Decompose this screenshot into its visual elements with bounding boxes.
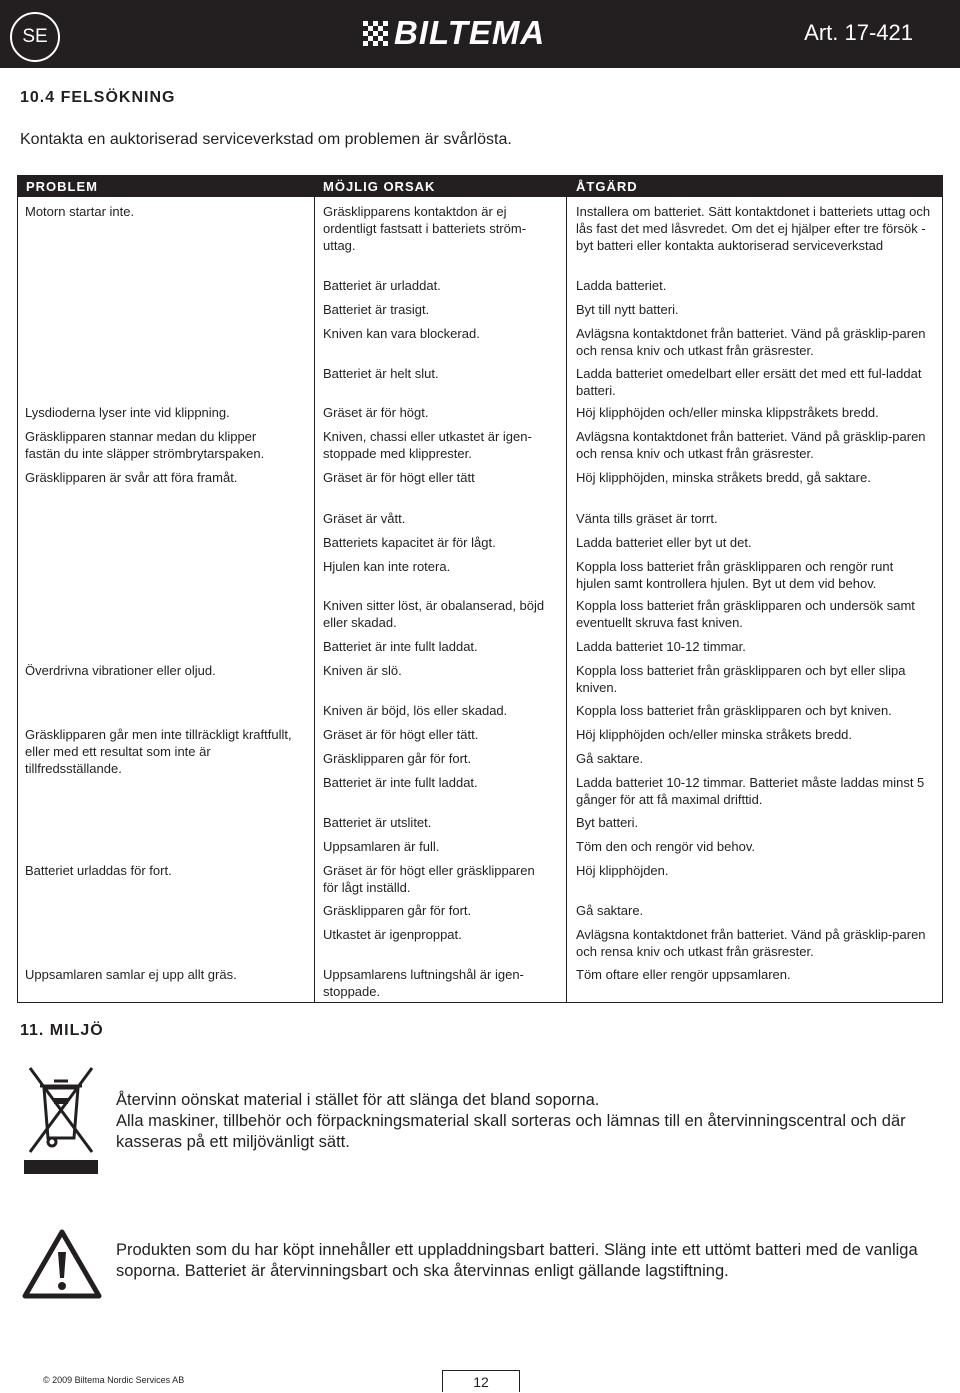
action-cell: Ladda batteriet 10-12 timmar. <box>576 639 746 654</box>
cause-cell: Utkastet är igenproppat. <box>323 927 462 942</box>
cause-cell: Uppsamlaren är full. <box>323 839 440 854</box>
column-header-cause: MÖJLIG ORSAK <box>323 179 436 194</box>
action-cell: Ladda batteriet 10-12 timmar. Batteriet måste laddas minst 5 gånger för att få maximal drifttid. <box>576 775 925 807</box>
cause-cell: Batteriet är trasigt. <box>323 302 430 317</box>
cause-cell: Hjulen kan inte rotera. <box>323 559 451 574</box>
cause-cell: Gräsklipparen går för fort. <box>323 903 472 918</box>
problem-cell: Gräsklipparen stannar medan du klipper fastän du inte släpper strömbrytarspaken. <box>25 429 265 461</box>
action-cell: Gå saktare. <box>576 751 644 766</box>
cause-cell: Batteriet är utslitet. <box>323 815 432 830</box>
cause-cell: Kniven kan vara blockerad. <box>323 326 480 341</box>
cause-cell: Batteriet är helt slut. <box>323 366 439 381</box>
section-heading-troubleshooting: 10.4 FELSÖKNING <box>20 89 176 106</box>
cause-cell: Uppsamlarens luftningshål är igen-stoppade. <box>323 967 524 999</box>
cause-cell: Batteriets kapacitet är för lågt. <box>323 535 496 550</box>
article-number: Art. 17-421 <box>804 20 913 45</box>
brand-logo <box>363 15 545 51</box>
cause-cell: Gräset är för högt eller tätt. <box>323 727 479 742</box>
action-cell: Ladda batteriet eller byt ut det. <box>576 535 752 550</box>
cause-cell: Batteriet är urladdat. <box>323 278 441 293</box>
cause-cell: Kniven är slö. <box>323 663 402 678</box>
action-cell: Koppla loss batteriet från gräsklipparen och undersök samt eventuellt skruva fast kniven. <box>576 598 915 630</box>
table-header <box>17 175 943 197</box>
environment-text-2: Alla maskiner, tillbehör och förpackningsmaterial skall sorteras och lämnas till en återvinningscentral och där kasseras på ett miljövänligt sätt. <box>116 1112 906 1151</box>
cause-cell: Kniven sitter löst, är obalanserad, böjd eller skadad. <box>323 598 545 630</box>
cause-cell: Batteriet är inte fullt laddat. <box>323 775 478 790</box>
action-cell: Avlägsna kontaktdonet från batteriet. Vänd på gräsklip-paren och rensa kniv och utkast från gräsrester. <box>576 326 926 358</box>
action-cell: Avlägsna kontaktdonet från batteriet. Vänd på gräsklip-paren och rensa kniv och utkast från gräsrester. <box>576 429 926 461</box>
section-heading-environment: 11. MILJÖ <box>20 1022 104 1039</box>
cause-cell: Gräset är för högt eller gräsklipparen för lågt inställd. <box>323 863 535 895</box>
intro-text: Kontakta en auktoriserad serviceverkstad om problemen är svårlösta. <box>20 131 512 148</box>
column-header-action: ÅTGÄRD <box>576 179 638 194</box>
action-cell: Koppla loss batteriet från gräsklipparen och byt kniven. <box>576 703 892 718</box>
copyright-text: © 2009 Biltema Nordic Services AB <box>43 1375 185 1385</box>
cause-cell: Gräset är för högt eller tätt <box>323 470 475 485</box>
action-cell: Koppla loss batteriet från gräsklipparen och byt eller slipa kniven. <box>576 663 906 695</box>
problem-cell: Gräsklipparen är svår att föra framåt. <box>25 470 238 485</box>
action-cell: Vänta tills gräset är torrt. <box>576 511 718 526</box>
column-header-problem: PROBLEM <box>26 179 98 194</box>
battery-disposal-text: Produkten som du har köpt innehåller ett uppladdningsbart batteri. Släng inte ett uttömt batteri med de vanliga soporna. Batteriet är återvinningsbart och ska återvinnas enligt gällande lagstiftning. <box>116 1241 918 1280</box>
action-cell: Koppla loss batteriet från gräsklipparen och rengör runt hjulen samt kontrollera hjulen. Byt ut dem vid behov. <box>576 559 894 591</box>
action-cell: Töm den och rengör vid behov. <box>576 839 755 854</box>
action-cell: Höj klipphöjden, minska stråkets bredd, gå saktare. <box>576 470 871 485</box>
action-cell: Gå saktare. <box>576 903 644 918</box>
cause-cell: Kniven, chassi eller utkastet är igen-stoppade med klipprester. <box>323 429 532 461</box>
crossed-bin-icon <box>24 1062 98 1174</box>
problem-cell: Uppsamlaren samlar ej upp allt gräs. <box>25 967 237 982</box>
warning-icon <box>22 1228 102 1300</box>
cause-cell: Kniven är böjd, lös eller skadad. <box>323 703 508 718</box>
action-cell: Höj klipphöjden. <box>576 863 669 878</box>
action-cell: Byt till nytt batteri. <box>576 302 679 317</box>
cause-cell: Gräset är för högt. <box>323 405 429 420</box>
column-divider <box>314 197 315 1003</box>
environment-text-1: Återvinn oönskat material i stället för att slänga det bland soporna. <box>116 1091 600 1109</box>
action-cell: Höj klipphöjden och/eller minska klippstråkets bredd. <box>576 405 879 420</box>
column-divider <box>566 197 567 1003</box>
action-cell: Byt batteri. <box>576 815 639 830</box>
action-cell: Avlägsna kontaktdonet från batteriet. Vänd på gräsklip-paren och rensa kniv och utkast från gräsrester. <box>576 927 926 959</box>
page-number: 12 <box>442 1370 520 1392</box>
action-cell: Höj klipphöjden och/eller minska stråkets bredd. <box>576 727 853 742</box>
problem-cell: Batteriet urladdas för fort. <box>25 863 172 878</box>
action-cell: Töm oftare eller rengör uppsamlaren. <box>576 967 791 982</box>
problem-cell: Lysdioderna lyser inte vid klippning. <box>25 405 230 420</box>
cause-cell: Batteriet är inte fullt laddat. <box>323 639 478 654</box>
footer <box>0 1372 960 1393</box>
action-cell: Ladda batteriet omedelbart eller ersätt det med ett ful-laddat batteri. <box>576 366 922 398</box>
country-badge: SE <box>10 12 60 62</box>
problem-cell: Överdrivna vibrationer eller oljud. <box>25 663 216 678</box>
action-cell: Ladda batteriet. <box>576 278 667 293</box>
checkered-flag-icon <box>363 21 388 46</box>
cause-cell: Gräsklipparens kontaktdon är ej ordentligt fastsatt i batteriets ström-uttag. <box>323 204 527 253</box>
brand-name: BILTEMA <box>394 14 546 51</box>
header-bar <box>0 0 960 68</box>
action-cell: Installera om batteriet. Sätt kontaktdonet i batteriets uttag och lås fast det med låsvredet. Om det ej hjälper efter tre försök - byt batteri eller kontakta auktoriserad serviceverkstad <box>576 204 931 253</box>
cause-cell: Gräsklipparen går för fort. <box>323 751 472 766</box>
cause-cell: Gräset är vått. <box>323 511 406 526</box>
problem-cell: Gräsklipparen går men inte tillräckligt kraftfullt, eller med ett resultat som inte är tillfredsställande. <box>25 727 292 776</box>
problem-cell: Motorn startar inte. <box>25 204 135 219</box>
